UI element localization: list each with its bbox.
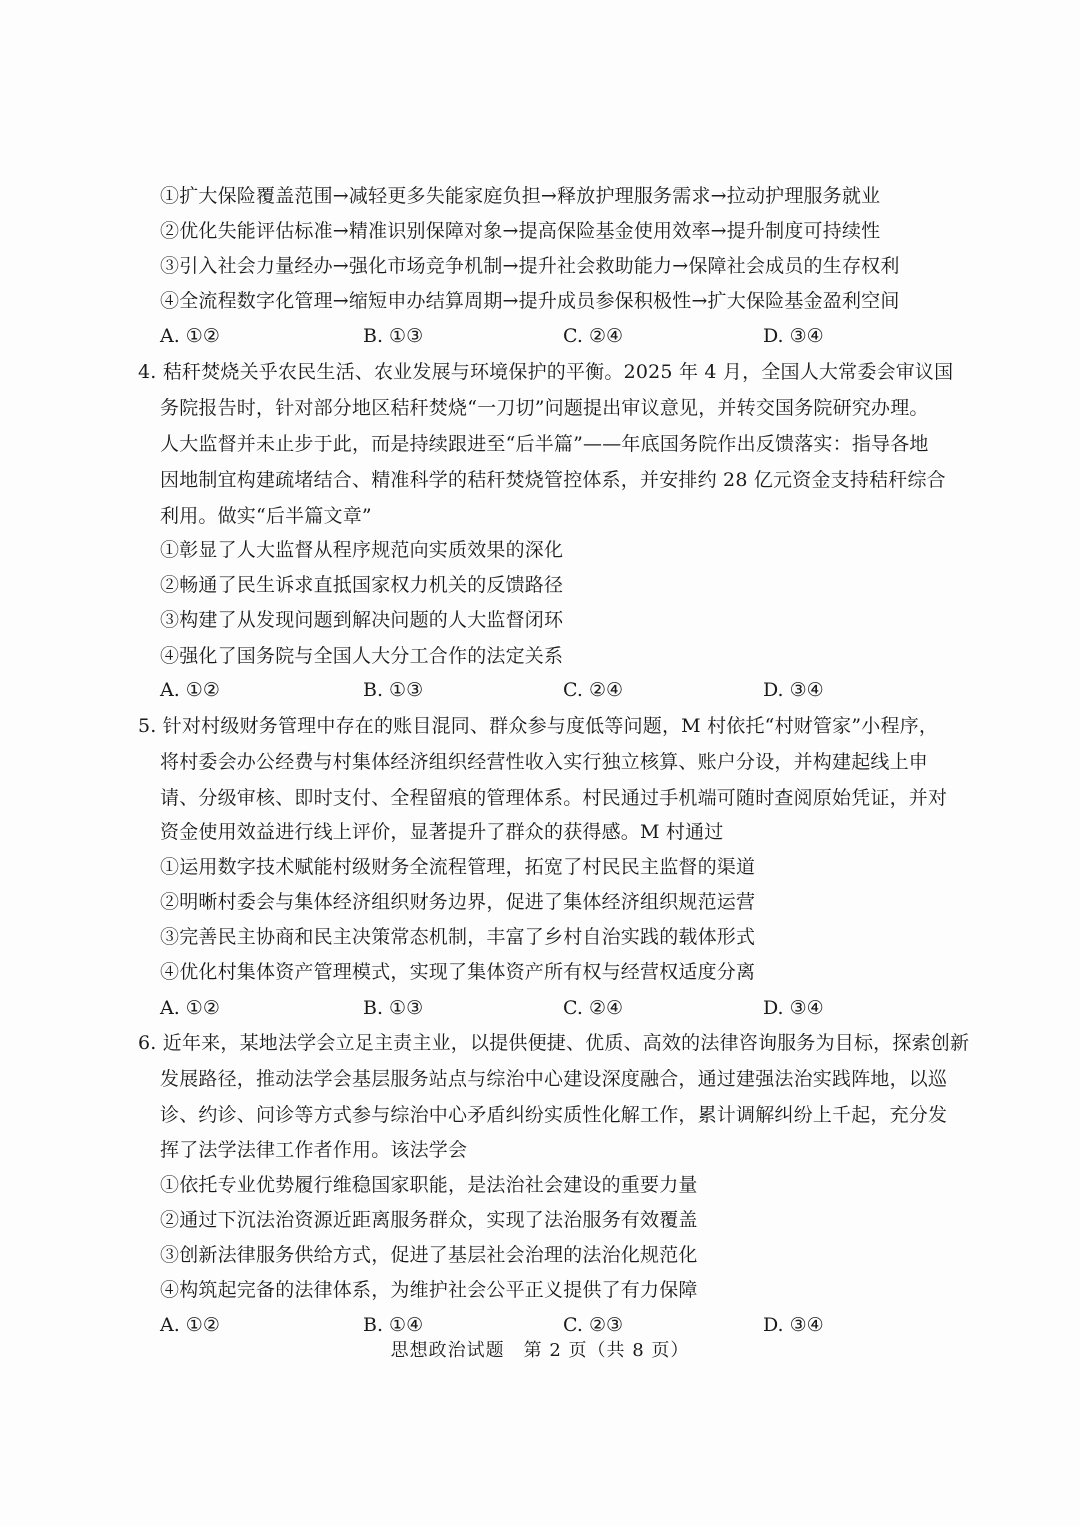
q6-option-1: ①依托专业优势履行维稳国家职能，是法治社会建设的重要力量	[160, 1174, 698, 1196]
q6-option-3: ③创新法律服务供给方式，促进了基层社会治理的法治化规范化	[160, 1244, 698, 1266]
q6-option-2: ②通过下沉法治资源近距离服务群众，实现了法治服务有效覆盖	[160, 1209, 698, 1231]
q5-stem-line-2: 将村委会办公经费与村集体经济组织经营性收入实行独立核算、账户分设，并构建起线上申	[160, 751, 929, 773]
q5-stem-line-1: 5. 针对村级财务管理中存在的账目混同、群众参与度低等问题，M 村依托“村财管家”小程序，	[138, 715, 939, 737]
q3-option-4: ④全流程数字化管理→缩短申办结算周期→提升成员参保积极性→扩大保险基金盈利空间	[160, 290, 900, 312]
q5-option-4: ④优化村集体资产管理模式，实现了集体资产所有权与经营权适度分离	[160, 961, 756, 983]
q3-option-2: ②优化失能评估标准→精准识别保障对象→提高保险基金使用效率→提升制度可持续性	[160, 220, 881, 242]
q5-choices	[160, 995, 920, 1021]
q3-choice-b: B. ①③	[363, 325, 424, 347]
q4-choice-c: C. ②④	[563, 679, 624, 701]
q5-choice-d: D. ③④	[763, 997, 824, 1019]
q4-stem-line-5: 利用。做实“后半篇文章”	[160, 505, 372, 527]
q3-choice-a: A. ①②	[160, 325, 220, 347]
q3-option-1: ①扩大保险覆盖范围→减轻更多失能家庭负担→释放护理服务需求→拉动护理服务就业	[160, 185, 881, 207]
q6-stem-line-2: 发展路径，推动法学会基层服务站点与综治中心建设深度融合，通过建强法治实践阵地，以巡	[160, 1068, 948, 1090]
q4-option-3: ③构建了从发现问题到解决问题的人大监督闭环	[160, 609, 564, 631]
q4-option-4: ④强化了国务院与全国人大分工合作的法定关系	[160, 645, 564, 667]
q6-choice-b: B. ①④	[363, 1314, 424, 1336]
q6-choices	[160, 1312, 920, 1338]
q5-option-3: ③完善民主协商和民主决策常态机制，丰富了乡村自治实践的载体形式	[160, 926, 756, 948]
q4-stem-line-4: 因地制宜构建疏堵结合、精准科学的秸秆焚烧管控体系，并安排约 28 亿元资金支持秸秆综合	[160, 469, 946, 491]
q6-choice-d: D. ③④	[763, 1314, 824, 1336]
q4-stem-line-2: 务院报告时，针对部分地区秸秆焚烧“一刀切”问题提出审议意见，并转交国务院研究办理。	[160, 397, 929, 419]
q5-option-2: ②明晰村委会与集体经济组织财务边界，促进了集体经济组织规范运营	[160, 891, 756, 913]
q5-choice-a: A. ①②	[160, 997, 220, 1019]
q6-choice-a: A. ①②	[160, 1314, 220, 1336]
q5-stem-line-3: 请、分级审核、即时支付、全程留痕的管理体系。村民通过手机端可随时查阅原始凭证，并对	[160, 787, 948, 809]
q4-option-1: ①彰显了人大监督从程序规范向实质效果的深化	[160, 539, 564, 561]
q3-option-3: ③引入社会力量经办→强化市场竞争机制→提升社会救助能力→保障社会成员的生存权利	[160, 255, 900, 277]
q6-choice-c: C. ②③	[563, 1314, 624, 1336]
q4-stem-line-3: 人大监督并未止步于此，而是持续跟进至“后半篇”——年底国务院作出反馈落实：指导各地	[160, 433, 929, 455]
q6-stem-line-1: 6. 近年来，某地法学会立足主责主业，以提供便捷、优质、高效的法律咨询服务为目标，探索创新	[138, 1032, 970, 1054]
q4-option-2: ②畅通了民生诉求直抵国家权力机关的反馈路径	[160, 574, 564, 596]
q4-choice-a: A. ①②	[160, 679, 220, 701]
q4-choice-d: D. ③④	[763, 679, 824, 701]
q5-option-1: ①运用数字技术赋能村级财务全流程管理，拓宽了村民民主监督的渠道	[160, 856, 756, 878]
q5-choice-c: C. ②④	[563, 997, 624, 1019]
q3-choice-d: D. ③④	[763, 325, 824, 347]
q5-stem-line-4: 资金使用效益进行线上评价，显著提升了群众的获得感。M 村通过	[160, 821, 724, 843]
q3-choices	[160, 323, 920, 349]
q5-choice-b: B. ①③	[363, 997, 424, 1019]
page-footer: 思想政治试题 第 2 页（共 8 页）	[390, 1340, 690, 1361]
q3-choice-c: C. ②④	[563, 325, 624, 347]
q6-stem-line-3: 诊、约诊、问诊等方式参与综治中心矛盾纠纷实质性化解工作，累计调解纠纷上千起，充分发	[160, 1104, 948, 1126]
q6-option-4: ④构筑起完备的法律体系，为维护社会公平正义提供了有力保障	[160, 1279, 698, 1301]
q4-stem-line-1: 4. 秸秆焚烧关乎农民生活、农业发展与环境保护的平衡。2025 年 4 月，全国人大常委会审议国	[138, 361, 954, 383]
q6-stem-line-4: 挥了法学法律工作者作用。该法学会	[160, 1139, 468, 1161]
q4-choices	[160, 677, 920, 703]
q4-choice-b: B. ①③	[363, 679, 424, 701]
